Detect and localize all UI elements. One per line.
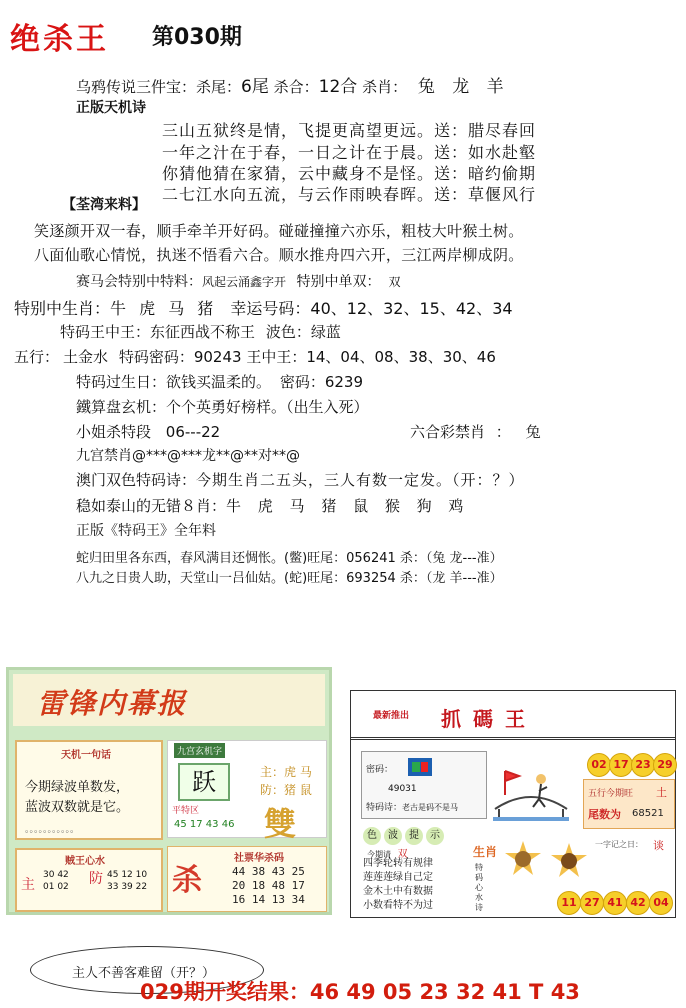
heart-num: 30 42 [43,870,69,880]
poem-line: 八九之日贵人助，天堂山一吕仙姑。(蛇)旺尾：693254 杀：（龙 羊---准） [76,571,503,586]
heart-num: 01 02 [43,882,69,892]
poem-line: 蛇归田里各东西，春风满目还惆怅。(鳖)旺尾：056241 杀：（兔 龙---准） [76,551,503,566]
heart-zhu: 主 [21,877,35,893]
pw-label: 密码： [279,373,325,391]
fang-label: 防： [260,783,285,797]
brand-title: 绝杀王 [10,22,109,57]
taiwan-heading: 【荃湾来料】 [62,197,146,213]
tianji-box-heading: 天机一句话 [61,750,111,761]
right-poster-head [351,691,675,740]
tema-label: 特码诗： [366,803,403,813]
zhu-row [260,763,312,780]
annual-heading: 正版《特码王》全年料 [76,523,216,539]
tail-label: 尾数为 [588,808,621,821]
tag-row [363,823,444,845]
eight-label: 稳如泰山的无错８肖： [76,497,227,515]
tianji-box-line: 蓝波双数就是它。 [25,800,130,815]
single-double-value: 双 [388,275,401,289]
jiujiu-char: 跃 [178,763,230,801]
ball: 29 [653,753,677,777]
tianji-line: 三山五狱终是情，飞提更高望更远。送：腊尽春回 [162,121,537,140]
tianji-line: 你猜他猜在家猜，云中藏身不是怪。送：暗约偷期 [162,164,537,183]
tema-row [366,800,458,813]
saima-value: 风起云涌鑫字开 [202,275,287,289]
right-poster-sub: 最新推出 [373,711,410,721]
tag: 示 [426,827,444,845]
wave-value: 绿蓝 [310,323,341,341]
macau-value: 今期生肖二五头，三人有数一定发。（开：？） [196,471,525,489]
tebie-zodiac-value: 牛 虎 马 猪 [110,299,218,318]
bridge-illustration [489,765,573,827]
tianji-heading: 正版天机诗 [76,100,146,116]
abacus-line [76,396,369,417]
wuxing-box-label: 五行今期旺 [588,789,634,799]
crow-zodiac-label: 杀肖： [362,78,408,96]
left-poster-titlebar [13,674,325,726]
right-poster [350,690,676,918]
ball: 23 [631,753,655,777]
tebie-zodiac-line [14,296,513,319]
wuxing-line [14,346,496,367]
zhu-label: 主： [260,765,285,779]
she-row: 20 18 48 17 [232,879,305,892]
code-label: 特码密码： [118,348,194,366]
result-line [140,976,580,1006]
forbid-line [410,421,541,442]
miss-value: 06---22 [165,423,221,441]
tianji-line: 二七江水向五流，与云作雨映春晖。送：草偃风行 [162,185,537,204]
mima-box [361,751,487,819]
tianji-box [15,740,163,840]
ball: 41 [603,891,627,915]
saima-line [76,271,400,291]
sheng-label: 生肖 [473,845,498,859]
lucky-value: 40、12、32、15、42、34 [310,299,513,318]
nine-palace-value: @***@***龙**@**对**@ [132,448,300,464]
tema-king-value: 东征西战不称王 [150,323,256,341]
tebie-zodiac-label: 特别中生肖： [14,299,111,318]
forbid-label: 六合彩禁肖 [410,423,486,441]
wuxing-label: 五行： [14,348,60,366]
tianji-box-line: 今期绿波单数发， [25,780,130,795]
tema-king-label: 特码王中王： [60,323,151,341]
taiwan-line-1: 笑逐颜开双一春，顺手牵羊开好码。碰碰撞撞六亦乐，粗枝大叶猴土树。 [34,222,524,240]
taiwan-line-2: 八面仙歌心情悦，执迷不悟看六合。顺水推舟四六开，三江两岸柳成阴。 [34,246,524,264]
single-double-label: 特别中单双： [296,274,381,290]
wuxing-box [583,779,675,829]
crow-line [76,72,510,97]
pinpin-nums: 45 17 43 46 [174,819,235,830]
mima-label: 密码： [366,765,394,775]
tail-value: 68521 [632,808,664,819]
left-poster [6,667,332,915]
logo-icon [408,758,432,776]
code-value: 90243 [193,348,242,366]
ball: 17 [609,753,633,777]
birthday-label: 特码过生日： [76,373,167,391]
forbid-sep: ： [495,423,511,441]
jinqi-value: 双 [397,849,408,860]
kingking-label: 王中王： [246,348,307,366]
heart-fang: 防 [89,871,103,887]
forbid-value: 兔 [525,423,541,441]
ball: 02 [587,753,611,777]
abacus-label: 鐵算盘玄机： [76,398,167,416]
she-row: 44 38 43 25 [232,865,305,878]
kingking-value: 14、04、08、38、30、46 [306,348,496,366]
teji-label: 特码心水诗 [475,863,483,912]
right-poster-title: 抓碼王 [441,707,537,731]
she-heading: 社票华杀码 [234,853,284,864]
shuang-char: 雙 [264,805,297,843]
fang-row [260,781,312,798]
poem-box-line: 金木土中有数据 [363,886,433,897]
mima-value: 49031 [388,784,417,794]
tag: 提 [405,827,423,845]
crow-combo: 12合 [318,77,358,97]
birthday-value: 欲钱买温柔的。 [166,373,272,391]
poem-box-line: 四季轮转有规律 [363,858,433,869]
tema-king-line [60,321,341,342]
side-label: 一字记之日： [595,840,643,849]
wuxing-box-value: 土 [656,786,667,799]
she-row: 16 14 13 34 [232,893,305,906]
wuxing-value: 土金水 [63,348,109,366]
issue-number: 第030期 [152,25,242,50]
poem-box [363,857,433,913]
tema-value: 老古是码不是马 [402,803,459,812]
crow-zodiacs: 兔 龙 羊 [417,77,510,97]
eight-value: 牛 虎 马 猪 鼠 猴 狗 鸡 [226,497,470,515]
result-label: 029期开奖结果： [140,980,310,1004]
crow-label: 乌鸦传说三件宝：杀尾： [76,78,242,96]
heart-num: 45 12 10 [107,870,148,880]
side-value: 谈 [653,839,664,852]
miss-line [76,421,220,442]
crow-combo-label: 杀合： [273,78,319,96]
tag: 色 [363,827,381,845]
she-box [167,846,327,912]
jiujiu-box [167,740,327,843]
miss-label: 小姐杀特段 [76,423,152,441]
tag: 波 [384,827,402,845]
heart-num: 33 39 22 [107,882,148,892]
lucky-label: 幸运号码： [230,299,311,318]
ball: 42 [626,891,650,915]
birthday-line [76,371,363,392]
ball: 27 [580,891,604,915]
saima-label: 赛马会特别中特料： [76,274,202,290]
ball: 04 [649,891,673,915]
heart-box [15,848,163,912]
tianji-box-dots: 。。。。。。。。。。。 [25,825,80,835]
sha-char: 杀 [172,863,202,898]
zhu-value: 虎 马 [284,765,312,779]
cloud-text: 主人不善客难留（开？） [72,966,216,981]
ball: 11 [557,891,581,915]
fang-value: 猪 鼠 [284,783,312,797]
macau-line [76,469,525,490]
abacus-value: 个个英勇好榜样。（出生入死） [166,398,369,416]
zodiac-illustration [499,839,593,885]
poem-box-line: 莲莲莲绿自己定 [363,872,433,883]
tianji-line: 一年之汁在于春，一日之计在于晨。送：如水赴壑 [162,143,537,162]
nine-palace-label: 九宫禁肖 [76,448,132,464]
left-poster-title: 雷锋内幕报 [37,687,188,720]
jinqi-label: 今期请 [367,850,391,859]
wave-label: 波色： [265,323,311,341]
macau-label: 澳门双色特码诗： [76,471,197,489]
result-value: 46 49 05 23 32 41 T 43 [309,980,580,1004]
pinpin-label: 平特区 [172,806,200,816]
eight-line [76,495,469,516]
jiujiu-heading: 九宫玄机字 [174,743,225,758]
heart-heading: 贼王心水 [65,856,105,867]
crow-tail: 6尾 [241,77,269,97]
pw-value: 6239 [324,373,364,391]
poem-box-line: 小数看特不为过 [363,900,433,911]
nine-palace-line [76,445,300,465]
